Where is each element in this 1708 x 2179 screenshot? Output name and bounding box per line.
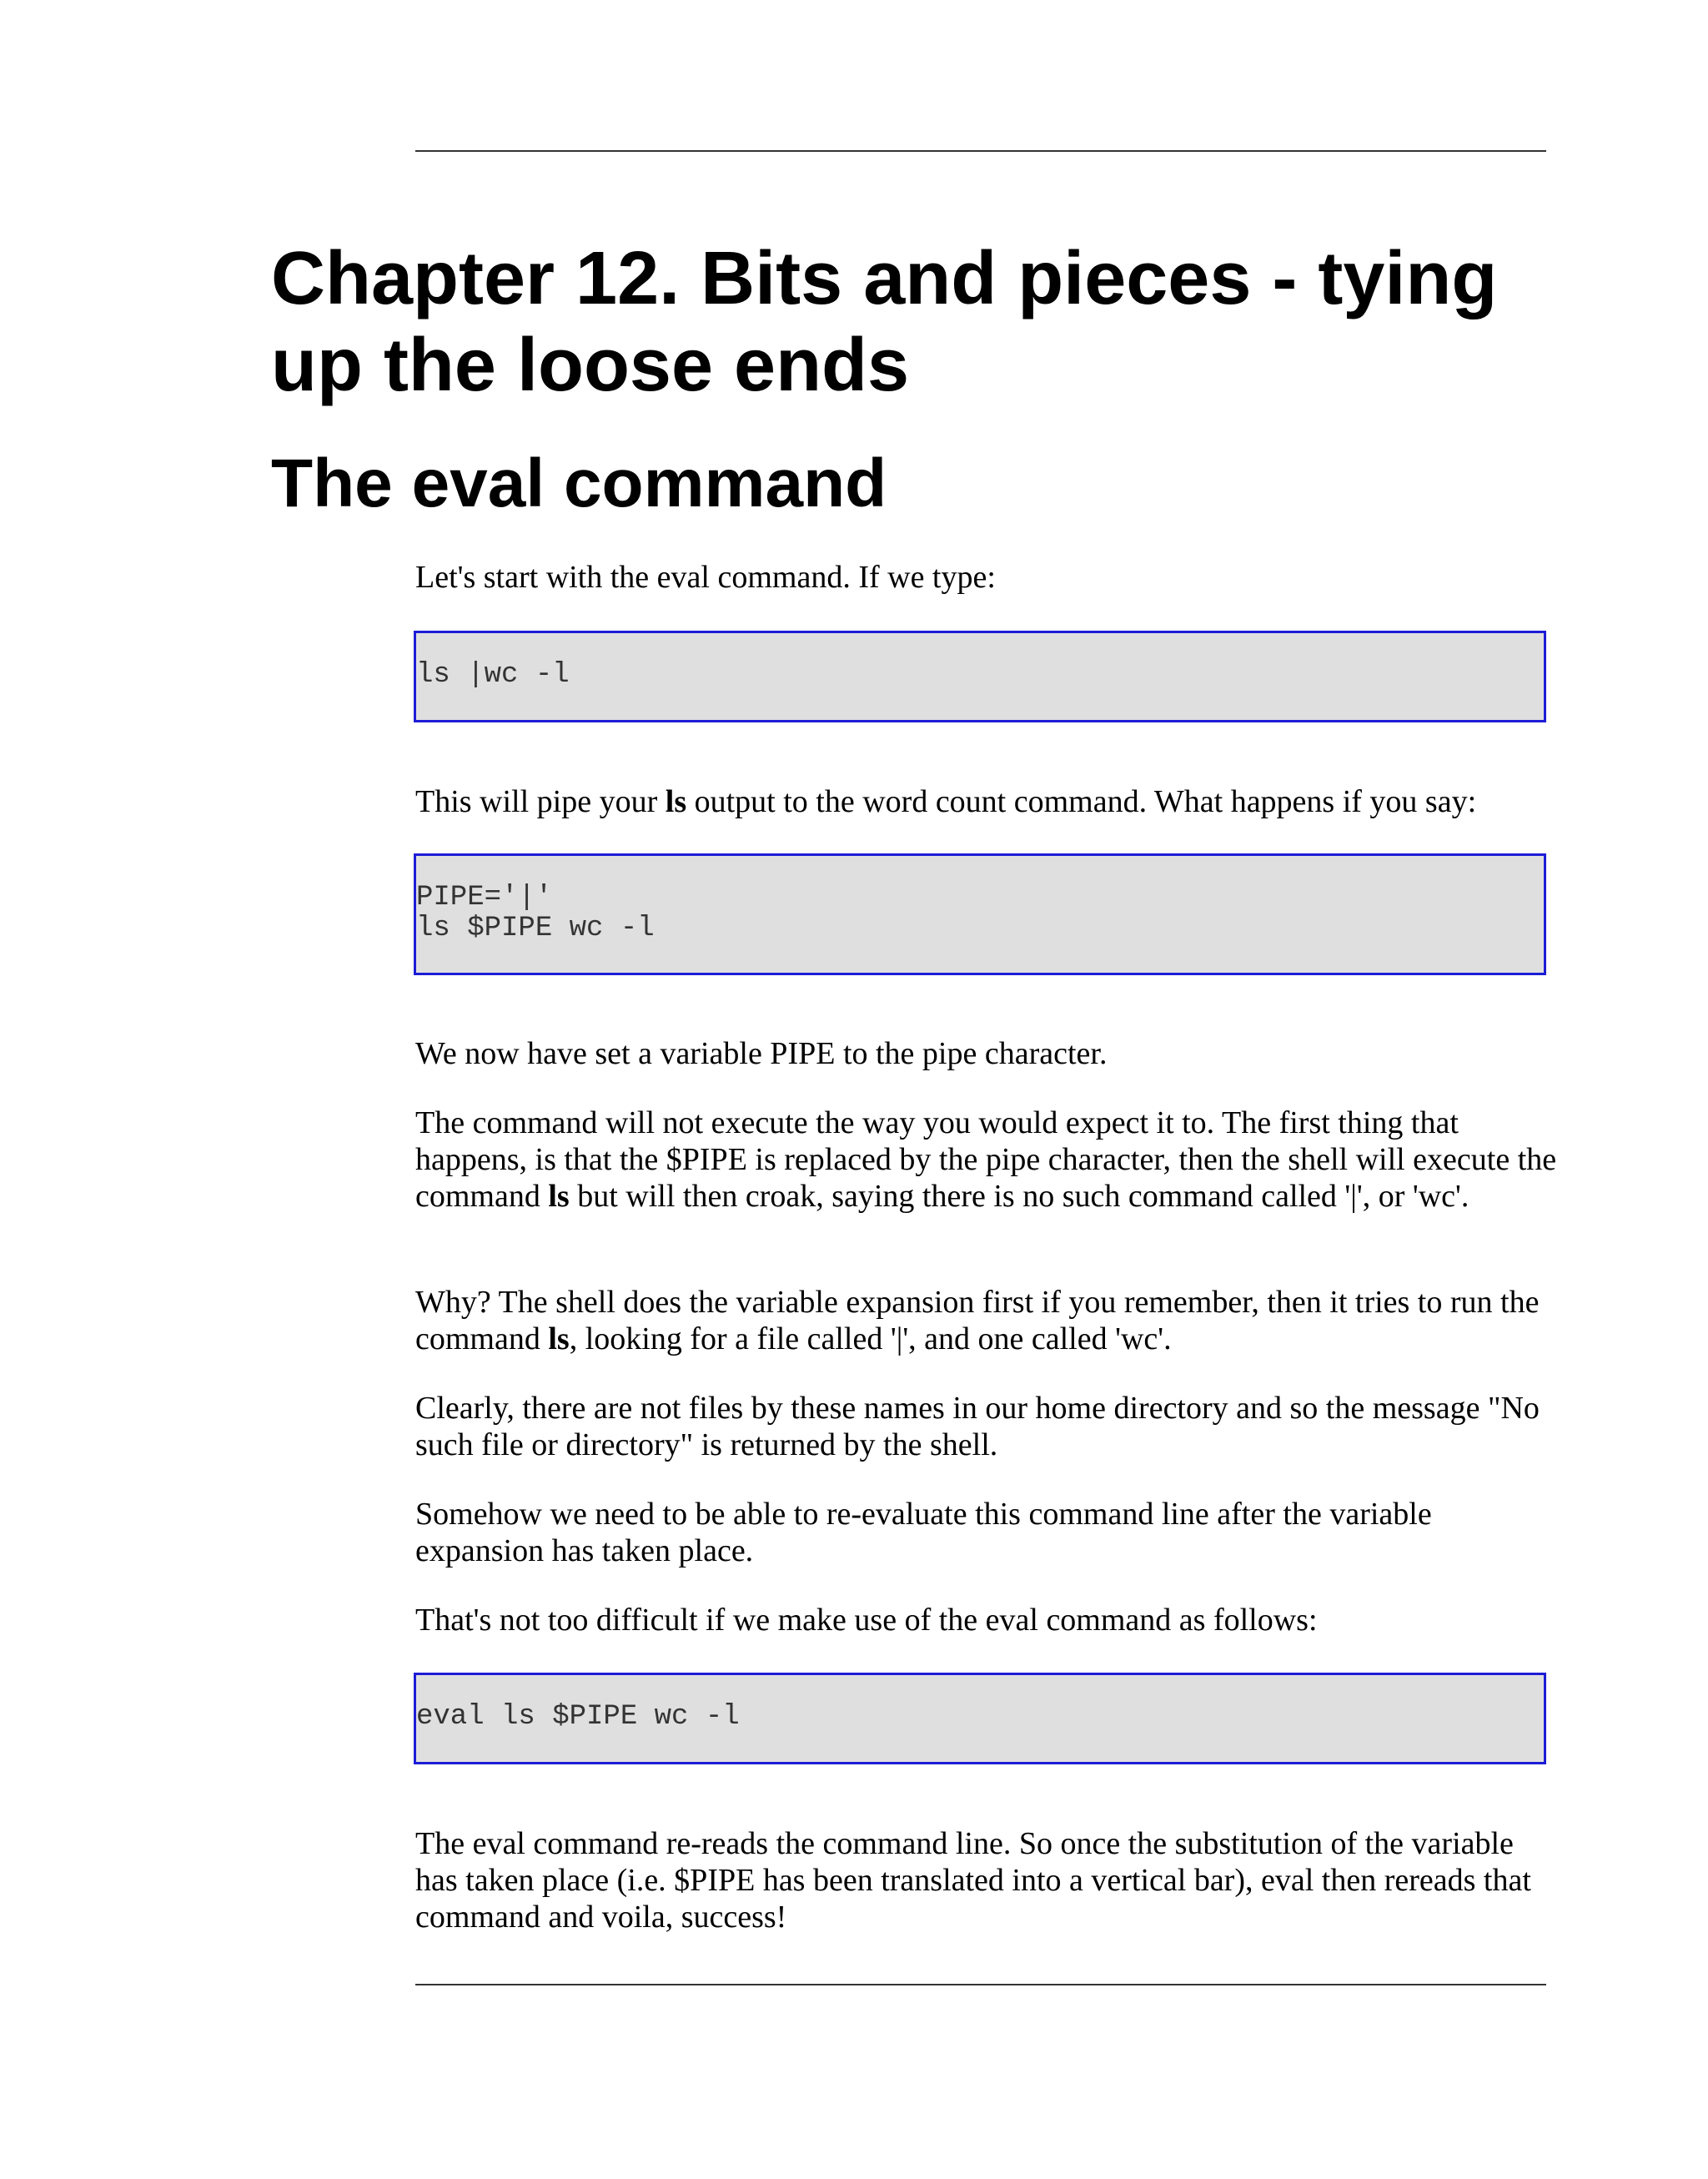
paragraph-pipe-explanation: This will pipe your ls output to the word count command. What happens if you say: bbox=[415, 784, 1477, 819]
paragraph-eval-usage: That's not too difficult if we make use of the eval command as follows: bbox=[415, 1603, 1318, 1638]
section-title: The eval command bbox=[271, 445, 887, 521]
code-block-pipe-variable bbox=[414, 853, 1546, 975]
paragraph-re-evaluate: Somehow we need to be able to re-evaluate this command line after the variable expansion has taken place. bbox=[415, 1497, 1432, 1568]
inline-command-ls: ls bbox=[665, 784, 687, 819]
chapter-title: Chapter 12. Bits and pieces - tying up the loose ends bbox=[271, 237, 1498, 407]
footer-rule bbox=[415, 1984, 1546, 1985]
paragraph-variable-set: We now have set a variable PIPE to the pipe character. bbox=[415, 1036, 1108, 1071]
paragraph-no-such-file: Clearly, there are not files by these names in our home directory and so the message "No such file or directory" is returned by the shell. bbox=[415, 1391, 1540, 1462]
inline-command-ls: ls bbox=[548, 1321, 570, 1356]
code-line: PIPE='|' bbox=[416, 882, 553, 913]
code-line: ls $PIPE wc -l bbox=[416, 913, 655, 944]
inline-command-ls: ls bbox=[548, 1179, 570, 1214]
code-block-eval bbox=[414, 1673, 1546, 1764]
code-block-ls-wc bbox=[414, 631, 1546, 722]
code-line: eval ls $PIPE wc -l bbox=[416, 1701, 740, 1733]
paragraph-intro: Let's start with the eval command. If we type: bbox=[415, 560, 996, 595]
header-rule bbox=[415, 150, 1546, 152]
code-line: ls |wc -l bbox=[416, 659, 570, 691]
paragraph-command-fails: The command will not execute the way you would expect it to. The first thing that happens, is that the $PIPE is replaced by the pipe character, then the shell will execute the command ls but will then croak, saying there is no such command called '|', or 'wc'. bbox=[415, 1105, 1557, 1214]
paragraph-eval-rereads: The eval command re-reads the command line. So once the substitution of the variable has taken place (i.e. $PIPE has been translated into a vertical bar), eval then rereads that command and voila, success! bbox=[415, 1826, 1531, 1935]
paragraph-why: Why? The shell does the variable expansion first if you remember, then it tries to run the command ls, looking for a file called '|', and one called 'wc'. bbox=[415, 1285, 1540, 1356]
